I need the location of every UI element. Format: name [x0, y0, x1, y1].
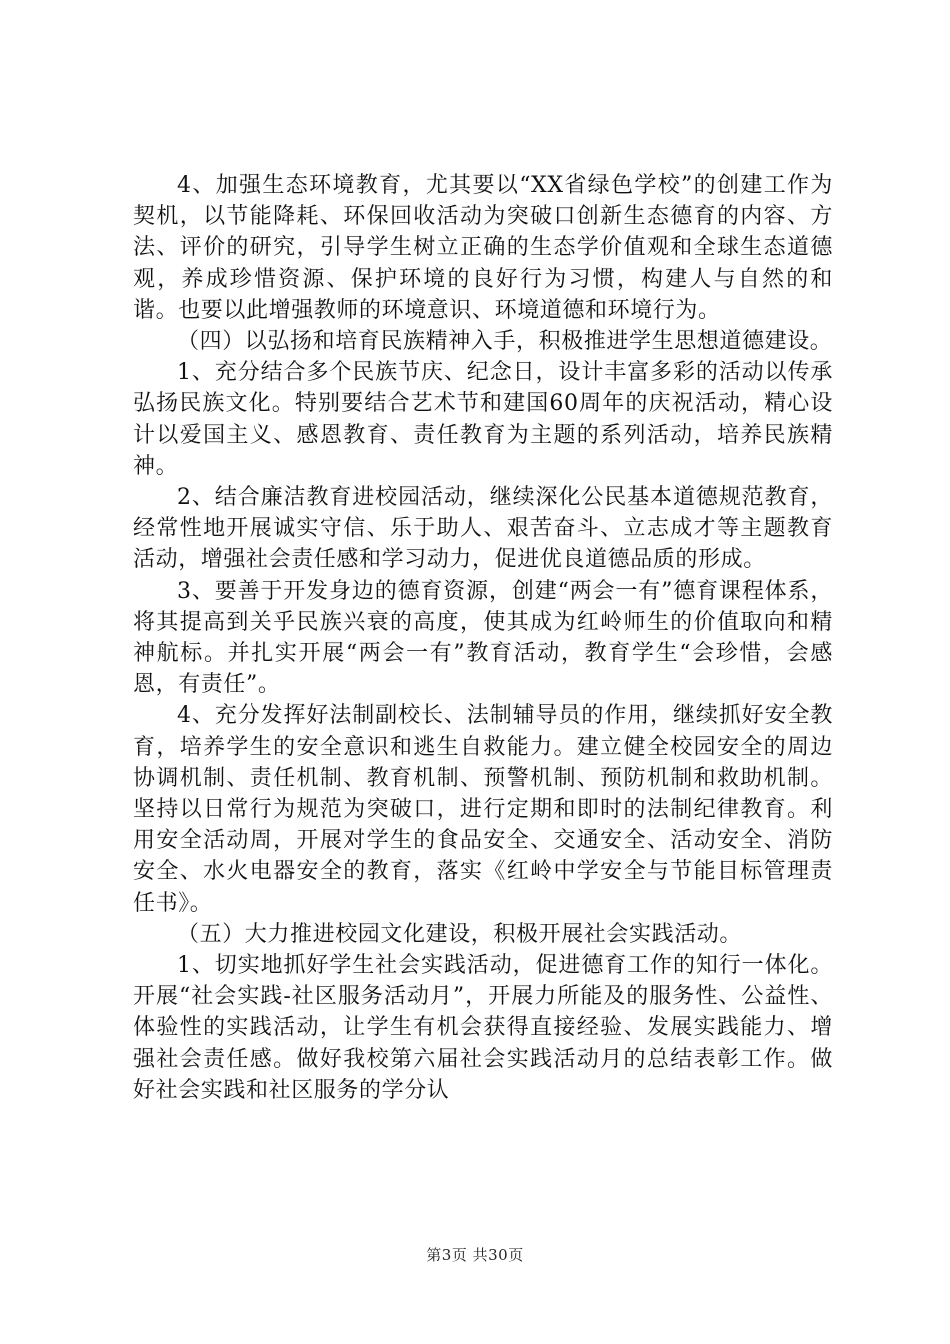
- paragraph-national-culture: 1、充分结合多个民族节庆、纪念日，设计丰富多彩的活动以传承弘扬民族文化。特别要结合艺术节和建国60周年的庆祝活动，精心设计以爱国主义、感恩教育、责任教育为主题的系列活动，培养民族精神。: [133, 360, 833, 479]
- paragraph-two-one-curriculum: 3、要善于开发身边的德育资源，创建“两会一有”德育课程体系，将其提高到关乎民族兴衰的高度，使其成为红岭师生的价值取向和精神航标。并扎实开展“两会一有”教育活动，教育学生“会珍惜，会感恩，有责任”。: [133, 578, 833, 698]
- section-heading-5: （五）大力推进校园文化建设，积极开展社会实践活动。: [177, 921, 743, 947]
- paragraph-social-practice: 1、切实地抓好学生社会实践活动，促进德育工作的知行一体化。开展“社会实践-社区服务活动月”，开展力所能及的服务性、公益性、体验性的实践活动，让学生有机会获得直接经验、发展实践能力、增强社会责任感。做好我校第六届社会实践活动月的总结表彰工作。做好社会实践和社区服务的学分认: [133, 953, 833, 1103]
- paragraph-integrity-education: 2、结合廉洁教育进校园活动，继续深化公民基本道德规范教育，经常性地开展诚实守信、乐于助人、艰苦奋斗、立志成才等主题教育活动，增强社会责任感和学习动力，促进优良道德品质的形成。: [133, 485, 833, 573]
- page-number-footer: 第3页 共30页: [426, 1246, 524, 1264]
- document-body: [133, 170, 833, 1106]
- section-heading-4: （四）以弘扬和培育民族精神入手，积极推进学生思想道德建设。: [177, 329, 833, 355]
- paragraph-safety-education: 4、充分发挥好法制副校长、法制辅导员的作用，继续抓好安全教育，培养学生的安全意识和逃生自救能力。建立健全校园安全的周边协调机制、责任机制、教育机制、预警机制、预防机制和救助机制。坚持以日常行为规范为突破口，进行定期和即时的法制纪律教育。利用安全活动周，开展对学生的食品安全、交通安全、活动安全、消防安全、水火电器安全的教育，落实《红岭中学安全与节能目标管理责任书》。: [133, 703, 833, 916]
- paragraph-green-school: 4、加强生态环境教育，尤其要以“XX省绿色学校”的创建工作为契机，以节能降耗、环保回收活动为突破口创新生态德育的内容、方法、评价的研究，引导学生树立正确的生态学价值观和全球生态道德观，养成珍惜资源、保护环境的良好行为习惯，构建人与自然的和谐。也要以此增强教师的环境意识、环境道德和环境行为。: [133, 173, 833, 323]
